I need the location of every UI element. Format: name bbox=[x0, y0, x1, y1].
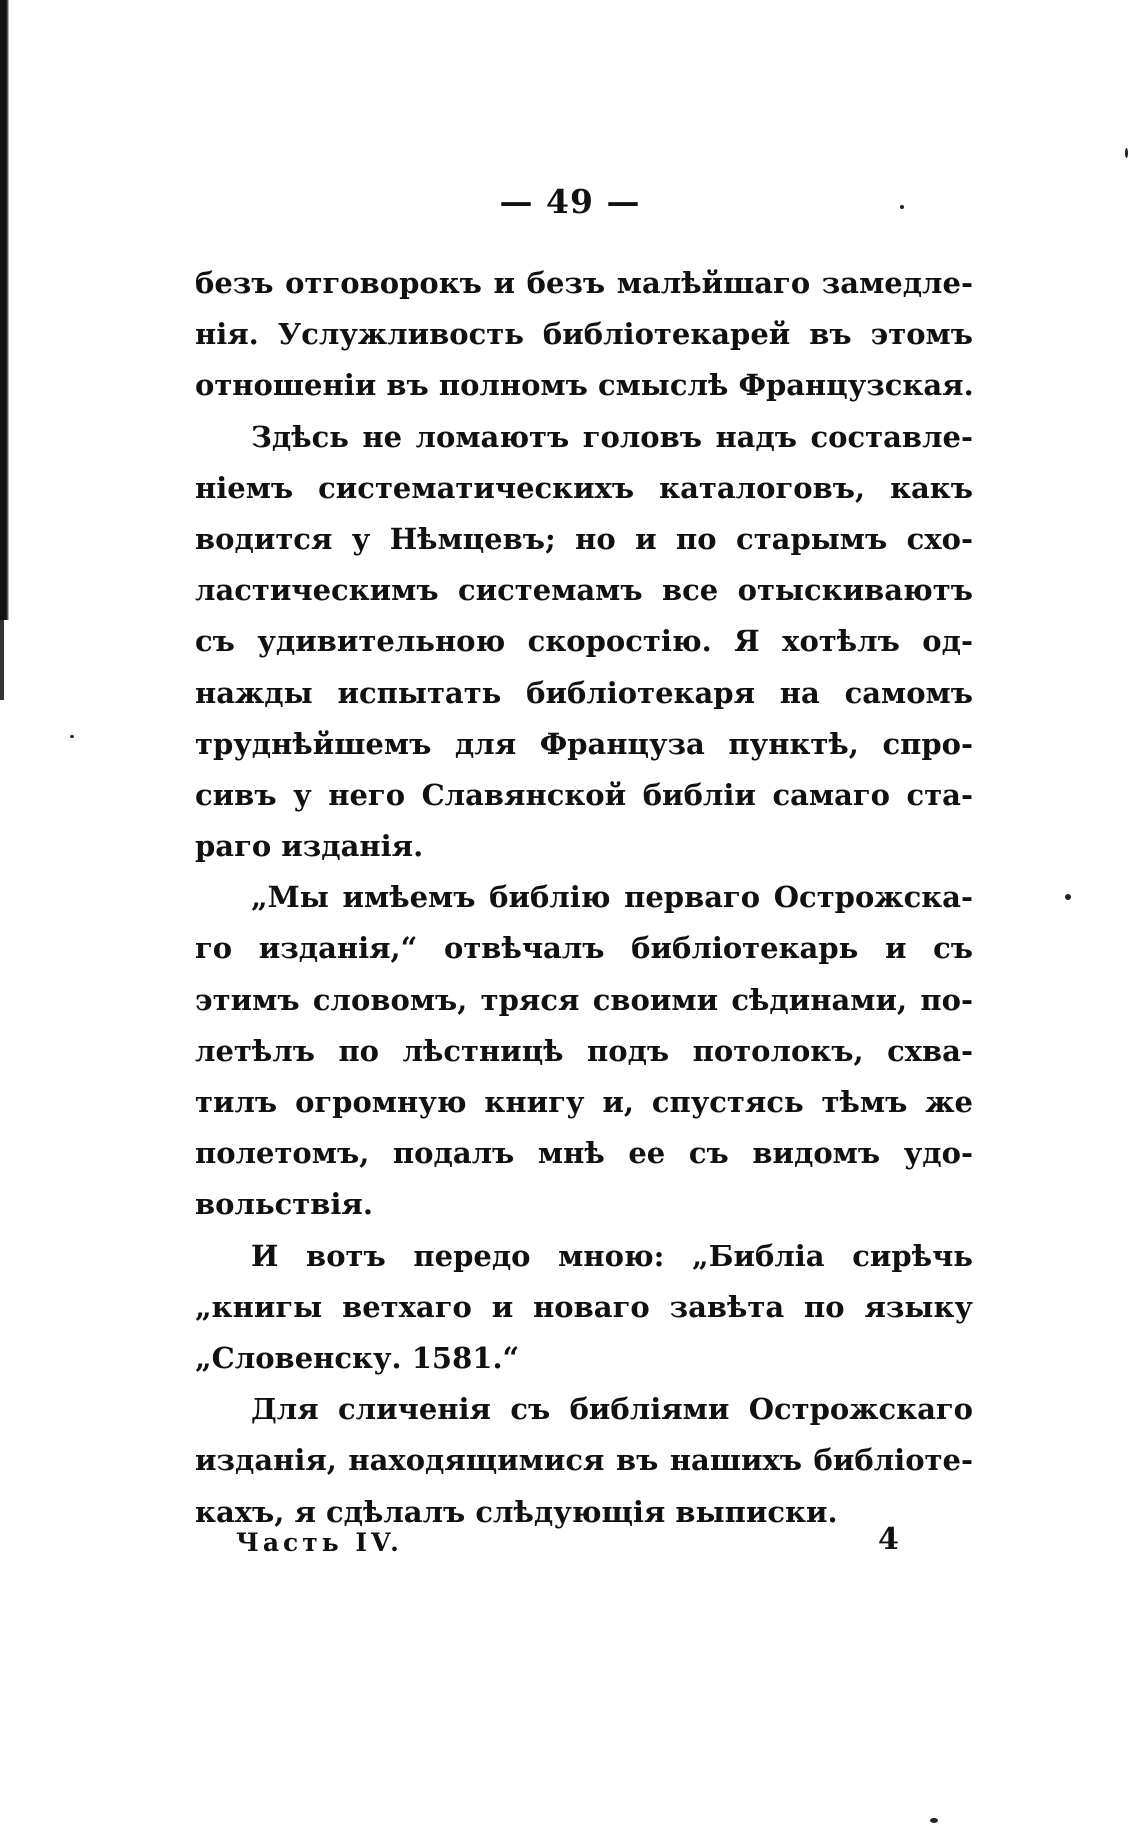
text-line: безъ отговорокъ и безъ малѣйшаго замедле- bbox=[195, 266, 973, 300]
body-text bbox=[195, 258, 973, 1538]
text-line: И вотъ передо мною: „Библіа сирѣчь bbox=[251, 1238, 973, 1273]
scan-speck bbox=[1125, 148, 1128, 158]
scan-speck bbox=[1065, 894, 1071, 900]
scan-speck bbox=[70, 735, 74, 738]
scan-edge-shadow bbox=[0, 0, 9, 620]
text-line: Здѣсь не ломаютъ головъ надъ составле- bbox=[251, 419, 973, 454]
text-line: „Словенску. 1581.“ bbox=[195, 1340, 520, 1375]
text-line: „Мы имѣемъ библію перваго Острожска- bbox=[251, 880, 973, 915]
text-line: ніемъ систематическихъ каталоговъ, какъ bbox=[195, 470, 973, 505]
text-line: сивъ у него Славянской библіи самаго ста- bbox=[195, 777, 973, 812]
text-line: кахъ, я сдѣлалъ слѣдующія выписки. bbox=[195, 1494, 838, 1529]
scan-edge-mark bbox=[0, 620, 4, 700]
scan-speck bbox=[930, 1818, 938, 1823]
text-line: полетомъ, подалъ мнѣ ее съ видомъ удо- bbox=[195, 1136, 973, 1171]
text-line: изданія, находящимися въ нашихъ библіоте- bbox=[195, 1443, 973, 1478]
text-line: вольствія. bbox=[195, 1187, 373, 1222]
text-line: отношеніи въ полномъ смыслѣ Французская. bbox=[195, 368, 974, 403]
text-line: нія. Услужливость библіотекарей въ этомъ bbox=[195, 317, 973, 352]
text-line: „книгы ветхаго и новаго завѣта по языку bbox=[195, 1289, 973, 1324]
text-line: тилъ огромную книгу и, спустясь тѣмъ же bbox=[195, 1085, 973, 1119]
text-line: Для сличенія съ библіями Острожскаго bbox=[251, 1392, 973, 1427]
text-line: съ удивительною скоростію. Я хотѣлъ од- bbox=[195, 624, 973, 659]
text-line: этимъ словомъ, тряся своими сѣдинами, по- bbox=[195, 982, 973, 1017]
text-line: ластическимъ системамъ все отыскиваютъ bbox=[195, 573, 973, 608]
text-line: раго изданія. bbox=[195, 829, 424, 864]
text-line: труднѣйшемъ для Француза пунктѣ, спро- bbox=[195, 726, 973, 761]
page-number: — 49 — bbox=[499, 182, 641, 221]
text-line: го изданія,“ отвѣчалъ библіотекарь и съ bbox=[195, 931, 973, 966]
signature-mark: 4 bbox=[878, 1522, 899, 1557]
text-line: летѣлъ по лѣстницѣ подъ потолокъ, схва- bbox=[195, 1033, 973, 1068]
signature-line: Часть IV. bbox=[236, 1528, 403, 1557]
text-line: нажды испытать библіотекаря на самомъ bbox=[195, 675, 973, 710]
text-line: водится у Нѣмцевъ; но и по старымъ схо- bbox=[195, 521, 973, 556]
